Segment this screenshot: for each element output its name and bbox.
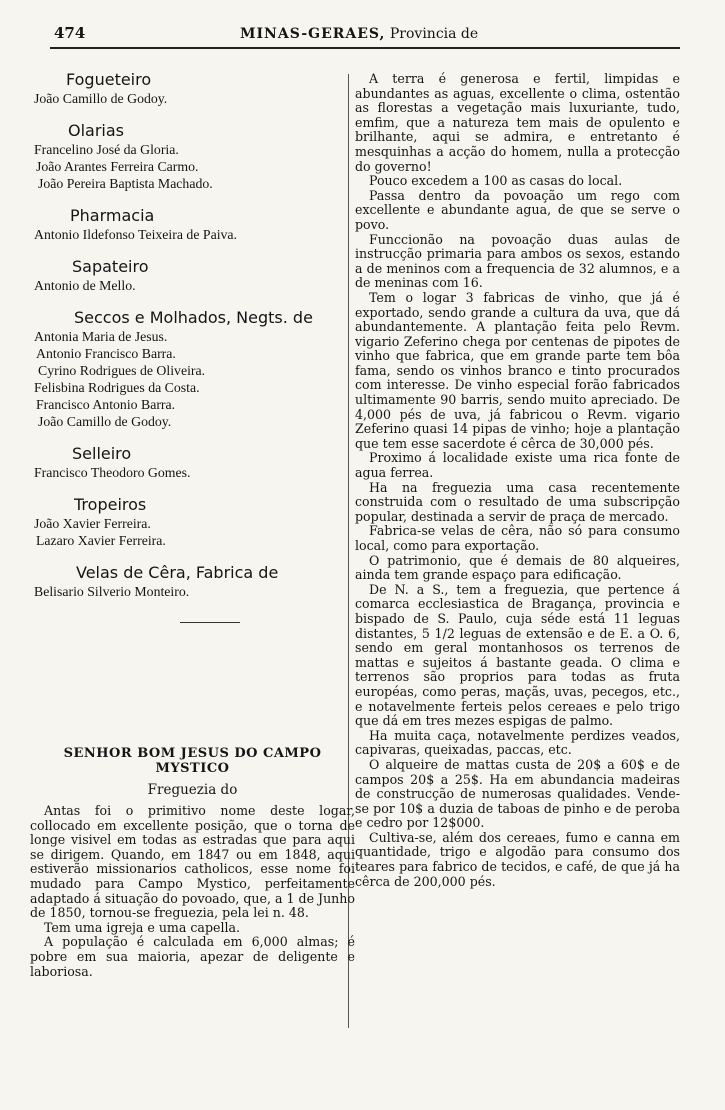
category-entry: Francisco Theodoro Gomes.: [34, 465, 191, 480]
header-rule: [50, 47, 680, 49]
body-paragraph: Passa dentro da povoação um rego com excellente e abundante agua, de que se serve o povo.: [355, 187, 680, 232]
page-number: 474: [54, 24, 86, 42]
section-paragraph: Tem uma igreja e uma capella.: [44, 919, 241, 935]
left-column: [30, 70, 345, 623]
body-paragraph: Funccionão na povoação duas aulas de instrucção primaria para ambos os sexos, estando a de meninos com a frequencia de 32 alumnos, e a de meninas com 16.: [355, 231, 680, 291]
body-paragraph: O patrimonio, que é demais de 80 alqueires, ainda tem grande espaço para edificação.: [355, 552, 680, 583]
category-title: Selleiro: [72, 444, 132, 463]
category-entry: João Camillo de Godoy.: [38, 414, 172, 429]
category-entry: João Pereira Baptista Machado.: [38, 176, 213, 191]
category-entry: Cyrino Rodrigues de Oliveira.: [38, 363, 206, 378]
category-entry: Lazaro Xavier Ferreira.: [36, 533, 166, 548]
section-heading: SENHOR BOM JESUS DO CAMPO: [63, 746, 322, 761]
category-title: Fogueteiro: [66, 70, 152, 89]
category-title: Seccos e Molhados, Negts. de: [74, 308, 313, 327]
running-header: [40, 24, 680, 46]
category-title: Sapateiro: [72, 257, 149, 276]
category-entry: João Xavier Ferreira.: [34, 516, 151, 531]
category-title: Pharmacia: [70, 206, 155, 225]
category-entry: João Arantes Ferreira Carmo.: [36, 159, 199, 174]
section-separator: [180, 622, 240, 623]
category-title: Velas de Cêra, Fabrica de: [76, 563, 279, 582]
body-paragraph: A terra é generosa e fertil, limpidas e abundantes as aguas, excellente o clima, ostentão as florestas a vegetação mais luxuriante, tudo, emfim, que a natureza tem mais de opulento e brilhante, aqui se admira, e entretanto é mesquinhas a acção do homem, nulla a protecção do governo!: [355, 71, 680, 174]
body-paragraph: Pouco excedem a 100 as casas do local.: [369, 173, 623, 189]
title-text: MINAS-GERAES,: [240, 26, 386, 42]
category-entry: Antonio Francisco Barra.: [36, 346, 176, 361]
subtitle-text: Provincia de: [389, 26, 479, 42]
section-subheading: Freguezia do: [147, 782, 238, 798]
category-entry: Antonio Ildefonso Teixeira de Paiva.: [34, 227, 237, 242]
category-entry: Francelino José da Gloria.: [34, 142, 179, 157]
body-paragraph: Ha muita caça, notavelmente perdizes veados, capivaras, queixadas, paccas, etc.: [355, 727, 680, 758]
body-paragraph: Tem o logar 3 fabricas de vinho, que já é exportado, sendo grande a cultura da uva, que dá abundantemente. A plantação feita pelo Revm. vigario Zeferino chega por centenas de pipotes de vinho que fabrica, que em grande parte tem bôa fama, sendo os vinhos branco e tinto procurados com interesse. De vinho especial forão fabricados ultimamente 90 barris, sendo muito apreciado. De 4,000 pés de uva, já fabricou o Revm. vigario Zeferino quasi 14 pipas de vinho; hoje a plantação que tem esse sacerdote é cêrca de 30,000 pés.: [355, 289, 680, 451]
running-title: [240, 26, 478, 42]
right-column: [355, 72, 680, 889]
body-paragraph: O alqueire de mattas custa de 20$ a 60$ e de campos 20$ a 25$. Ha em abundancia madeiras de construcção de numerosas qualidades. Vende-se por 10$ a duzia de taboas de pinho e de peroba e cedro por 12$000.: [355, 756, 680, 831]
section-heading-cont: MYSTICO: [155, 761, 230, 776]
section-paragraph: Antas foi o primitivo nome deste logar, collocado em excellente posição, que o torna de longe visivel em todas as estradas que para aqui se dirigem. Quando, em 1847 ou em 1848, aqui estiverão missionarios catholicos, esse nome foi mudado para Campo Mystico, perfeitamente adaptado á situação do povoado, que, a 1 de Junho de 1850, tornou-se freguezia, pela lei n. 48.: [30, 803, 355, 921]
category-entry: Antonia Maria de Jesus.: [34, 329, 168, 344]
body-paragraph: Ha na freguezia uma casa recentemente construida com o resultado de uma subscripção popular, destinada a servir de praça de mercado.: [355, 479, 680, 524]
body-paragraph: Proximo á localidade existe uma rica fonte de agua ferrea.: [355, 450, 680, 481]
category-entry: Felisbina Rodrigues da Costa.: [34, 380, 200, 395]
category-title: Olarias: [68, 121, 125, 140]
section-paragraph: A população é calculada em 6,000 almas; é pobre em sua maioria, apezar de deligente e laboriosa.: [30, 934, 355, 979]
category-entry: Francisco Antonio Barra.: [36, 397, 176, 412]
body-paragraph: De N. a S., tem a freguezia, que pertence á comarca ecclesiastica de Bragança, provincia e bispado de S. Paulo, cuja séde está 11 leguas distantes, 5 1/2 leguas de extensão e de E. a O. 6, sendo em geral montanhosos os terrenos de mattas e sujeitos á bastante geada. O clima e terrenos são proprios para todas as fruta européas, como peras, maçãs, uvas, pecegos, etc., e notavelmente ferteis pelos cereaes e pelo trigo que dá em tres mezes espigas de palmo.: [355, 581, 680, 729]
parish-section: [30, 746, 355, 979]
category-entry: Belisario Silverio Monteiro.: [34, 584, 190, 599]
category-entry: João Camillo de Godoy.: [34, 91, 168, 106]
body-paragraph: Fabrica-se velas de cêra, não só para consumo local, como para exportação.: [355, 523, 680, 553]
category-title: Tropeiros: [74, 495, 147, 514]
category-entry: Antonio de Mello.: [34, 278, 136, 293]
body-paragraph: Cultiva-se, além dos cereaes, fumo e canna em quantidade, trigo e algodão para consumo dos teares para fabrico de tecidos, e café, de que já ha cêrca de 200,000 pés.: [355, 829, 680, 889]
section-body: [30, 804, 355, 979]
